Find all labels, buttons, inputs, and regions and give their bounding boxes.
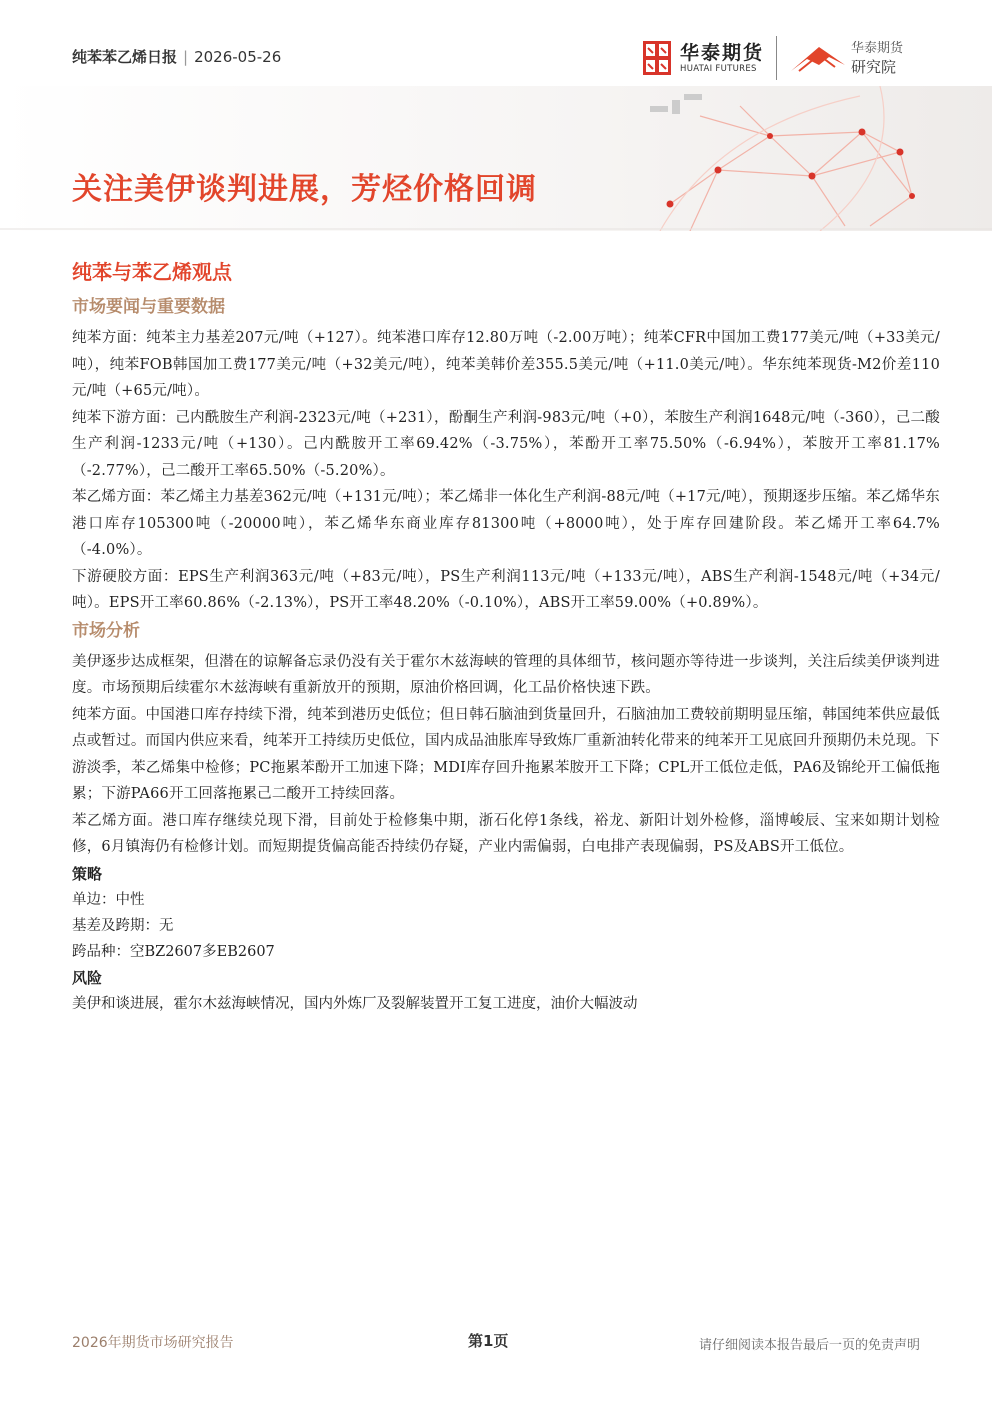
disclaimer-note: 请仔细阅读本报告最后一页的免责声明	[698, 1338, 920, 1353]
huatai-logo-icon	[642, 40, 672, 76]
company-name-en: HUATAI FUTURES	[680, 64, 757, 74]
analysis-heading: 市场分析	[72, 620, 140, 641]
news-paragraph: 纯苯方面：纯苯主力基差207元/吨（+127）。纯苯港口库存12.80万吨（-2.00万吨）；纯苯CFR中国加工费177美元/吨（+33美元/吨），纯苯FOB韩国加工费177美元/吨（+32美元/吨），纯苯美韩价差355.5美元/吨（+11.0美元/吨）。华东纯苯现货-M2价差110元/吨（+65元/吨）。	[72, 330, 940, 399]
institute-line2: 研究院	[851, 58, 897, 76]
analysis-paragraph: 纯苯方面。中国港口库存持续下滑，纯苯到港历史低位；但日韩石脑油到货量回升，石脑油加工费较前期明显压缩，韩国纯苯供应最低点或暂过。而国内供应来看，纯苯开工持续历史低位，国内成品油胀库导致炼厂重新油转化带来的纯苯开工见底回升预期仍未兑现。下游淡季，苯乙烯集中检修；PC拖累苯酚开工加速下降；MDI库存回升拖累苯胺开工下降；CPL开工低位走低，PA6及锦纶开工偏低拖累；下游PA66开工回落拖累己二酸开工持续回落。	[72, 706, 940, 802]
risk-text: 美伊和谈进展，霍尔木兹海峡情况，国内外炼厂及裂解装置开工复工进度，油价大幅波动	[72, 995, 638, 1012]
logo-divider	[776, 36, 777, 80]
report-header	[72, 46, 281, 67]
news-heading: 市场要闻与重要数据	[72, 297, 225, 317]
strategy-line: 基差及跨期：无	[72, 917, 174, 934]
institute-logo-icon	[789, 43, 847, 73]
analysis-paragraph: 苯乙烯方面。港口库存继续兑现下滑，目前处于检修集中期，浙石化停1条线，裕龙、新阳计划外检修，淄博峻辰、宝来如期计划检修，6月镇海仍有检修计划。而短期提货偏高能否持续仍存疑，产业内需偏弱，白电排产表现偏弱，PS及ABS开工低位。	[72, 812, 940, 855]
institute-line1: 华泰期货	[851, 41, 904, 56]
decorative-banner	[0, 86, 992, 231]
risk-heading: 风险	[72, 968, 103, 987]
report-body	[72, 256, 940, 1017]
news-paragraph: 纯苯下游方面：己内酰胺生产利润-2323元/吨（+231），酚酮生产利润-983元/吨（+0），苯胺生产利润1648元/吨（-360），己二酸生产利润-1233元/吨（+130）。己内酰胺开工率69.42%（-3.75%），苯酚开工率75.50%（-6.94%），苯胺开工率81.17%（-2.77%），己二酸开工率65.50%（-5.20%）。	[72, 409, 940, 479]
news-paragraph: 下游硬胶方面：EPS生产利润363元/吨（+83元/吨），PS生产利润113元/吨（+133元/吨），ABS生产利润-1548元/吨（+34元/吨）。EPS开工率60.86%（-2.13%），PS开工率48.20%（-0.10%），ABS开工率59.00%（+0.89%）。	[72, 568, 940, 611]
company-logo	[642, 34, 903, 82]
strategy-line: 跨品种：空BZ2607多EB2607	[72, 943, 275, 960]
footer-report-name: 2026年期货市场研究报告	[72, 1335, 234, 1351]
analysis-paragraph: 美伊逐步达成框架，但潜在的谅解备忘录仍没有关于霍尔木兹海峡的管理的具体细节，核问题亦等待进一步谈判，关注后续美伊谈判进度。市场预期后续霍尔木兹海峡有重新放开的预期，原油价格回调，化工品价格快速下跌。	[72, 653, 940, 696]
page-title: 关注美伊谈判进展，芳烃价格回调	[72, 172, 537, 207]
company-name-cn: 华泰期货	[680, 42, 765, 64]
strategy-heading: 策略	[72, 864, 103, 883]
report-title: 纯苯苯乙烯日报	[72, 48, 178, 66]
page-footer	[72, 1326, 920, 1366]
report-date: 2026-05-26	[194, 48, 282, 66]
page-number: 第1页	[468, 1332, 509, 1350]
news-paragraph: 苯乙烯方面：苯乙烯主力基差362元/吨（+131元/吨）；苯乙烯非一体化生产利润-88元/吨（+17元/吨），预期逐步压缩。苯乙烯华东港口库存105300吨（-20000吨），苯乙烯华东商业库存81300吨（+8000吨），处于库存回建阶段。苯乙烯开工率64.7%（-4.0%）。	[72, 489, 940, 558]
section-title: 纯苯与苯乙烯观点	[72, 260, 232, 284]
header-separator: |	[183, 48, 189, 66]
strategy-line: 单边：中性	[72, 891, 145, 908]
